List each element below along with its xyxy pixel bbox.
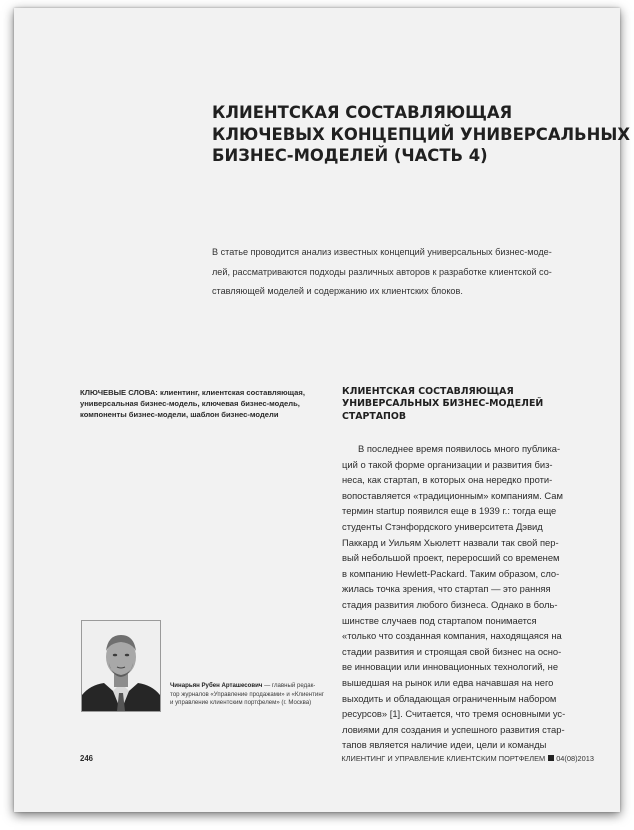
body-line: в компанию Hewlett-Packard. Таким образом, сло- xyxy=(342,567,560,579)
body-line: ций о такой форме организации и развития биз- xyxy=(342,458,553,470)
title-line: КЛИЕНТСКАЯ СОСТАВЛЯЮЩАЯ xyxy=(212,103,513,122)
body-line: неса, как стартап, в которых она нередко проти- xyxy=(342,474,553,486)
body-line: студенты Стэнфордского университета Дэвид xyxy=(342,520,543,532)
body-line: термин startup появился еще в 1939 г.: тогда еще xyxy=(342,505,557,517)
author-caption-line: тор журналов «Управление продажами» и «Клиентинг xyxy=(170,690,324,698)
body-line: шинстве случаев под стартапом понимается xyxy=(342,614,537,626)
body-line: вышедшая на рынок или едва начавшая на него xyxy=(342,676,554,688)
author-caption xyxy=(170,682,340,708)
section-heading-line: КЛИЕНТСКАЯ СОСТАВЛЯЮЩАЯ xyxy=(342,386,514,397)
keywords-line: компоненты бизнес-модели, шаблон бизнес-модели xyxy=(80,409,279,419)
body-line: выходить и обладающая ограниченным набором xyxy=(342,692,557,704)
section-heading-line: СТАРТАПОВ xyxy=(342,410,407,422)
author-name: Чинарьян Рубен Арташесович xyxy=(170,682,263,689)
author-portrait-icon xyxy=(82,621,160,711)
journal-page xyxy=(14,8,630,812)
page-number: 246 xyxy=(80,754,94,763)
title-line: БИЗНЕС-МОДЕЛЕЙ (ЧАСТЬ 4) xyxy=(212,146,488,165)
body-line: стадия развития любого бизнеса. Однако в боль- xyxy=(342,598,558,610)
body-line: вый небольшой проект, переросший со временем xyxy=(342,552,560,564)
abstract-line: ставляющей моделей и содержанию их клиентских блоков. xyxy=(212,286,463,297)
body-line: тапов является наличие идеи, цели и команды xyxy=(342,739,547,751)
body-line: «только что созданная компания, находящаяся на xyxy=(342,630,562,642)
body-line: вопоставляется «традиционным» компаниям. Сам xyxy=(342,489,563,501)
article-abstract xyxy=(212,243,596,302)
title-line: КЛЮЧЕВЫХ КОНЦЕПЦИЙ УНИВЕРСАЛЬНЫХ xyxy=(212,124,630,144)
body-text xyxy=(342,441,604,753)
keywords-line: универсальная бизнес-модель, ключевая бизнес-модель, xyxy=(80,398,300,408)
section-heading-line: УНИВЕРСАЛЬНЫХ БИЗНЕС-МОДЕЛЕЙ xyxy=(342,398,544,410)
keywords-line: КЛЮЧЕВЫЕ СЛОВА: клиентинг, клиентская составляющая, xyxy=(80,388,305,397)
body-line: ве инновации или инновационных технологий, не xyxy=(342,661,559,673)
running-footer xyxy=(341,754,594,763)
body-line: Паккард и Уильям Хьюлетт назвали так свой пер- xyxy=(342,536,559,548)
author-caption-line xyxy=(170,682,340,691)
abstract-line: лей, рассматриваются подходы различных авторов к разработке клиентской со- xyxy=(212,266,552,277)
author-bio-start: — главный редак- xyxy=(262,682,316,689)
body-line: ресурсов» [1]. Считается, что тремя основными ус- xyxy=(342,708,566,720)
section-heading xyxy=(342,386,602,423)
body-line: В последнее время появилось много публика- xyxy=(358,443,561,454)
author-caption-line: и управление клиентским портфелем» (г. Москва) xyxy=(170,699,312,707)
body-line: ловиями для создания и успешного развития стар- xyxy=(342,723,565,735)
keywords-block xyxy=(80,388,336,420)
body-line: жилась точка зрения, что стартап — это ранняя xyxy=(342,583,551,595)
author-photo xyxy=(81,620,161,712)
abstract-line: В статье проводится анализ известных концепций универсальных бизнес-моде- xyxy=(212,247,552,257)
body-line: стадии развития и строящая свой бизнес на осно- xyxy=(342,645,562,657)
square-bullet-icon xyxy=(548,755,554,761)
journal-name: КЛИЕНТИНГ И УПРАВЛЕНИЕ КЛИЕНТСКИМ ПОРТФЕЛЕМ xyxy=(341,754,546,763)
issue-number: 04(08)2013 xyxy=(556,754,594,763)
article-title xyxy=(212,102,630,167)
